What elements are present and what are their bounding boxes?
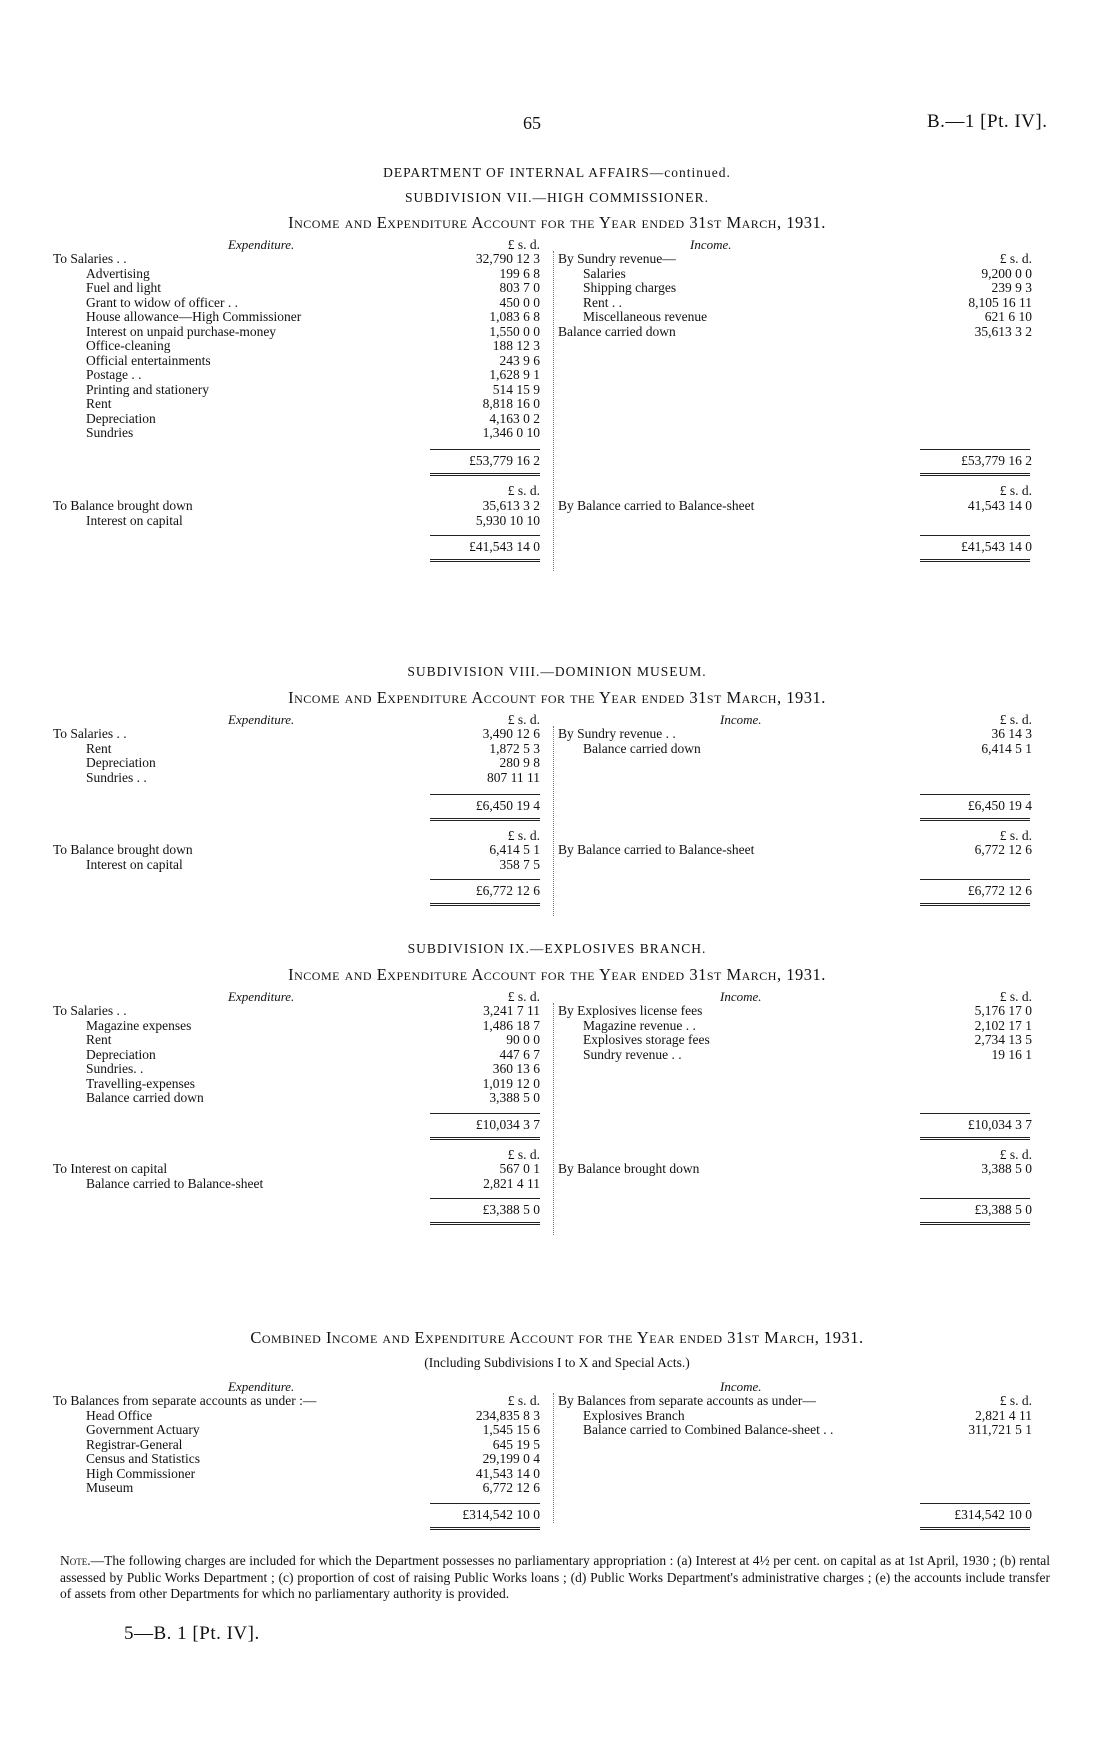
expenditure-amount: 1,346 0 10 — [482, 425, 540, 440]
expenditure-amount: 1,486 18 7 — [482, 1018, 540, 1033]
double-rule — [430, 1137, 540, 1140]
lsd-header: £ s. d. — [507, 237, 540, 252]
note-text: —The following charges are included for which the Department possesses no parliamentary appropriation : (a) Interest at 4½ per cent. on capital as at 1st April, 1930 ; (b) rental assessed by Public Works Department ; (c) proportion of cost of raising Public Works loans ; (d) Public Works Department's administrative charges ; (e) the accounts include transfer of assets from other Departments for which no parliamentary authority is provided. — [60, 1553, 1050, 1601]
income-amount: 35,613 3 2 — [974, 324, 1032, 339]
income-amount: 621 6 10 — [984, 309, 1032, 324]
double-rule — [430, 1527, 540, 1530]
rule — [430, 535, 540, 536]
income-amount: 9,200 0 0 — [981, 266, 1032, 281]
total-amount: £6,450 19 4 — [475, 798, 540, 813]
expenditure-amount: 199 6 8 — [499, 266, 540, 281]
expenditure-amount: 807 11 11 — [487, 770, 540, 785]
lsd-header: £ s. d. — [507, 712, 540, 727]
total-amount: £53,779 16 2 — [961, 453, 1032, 468]
income-label: Rent . . — [583, 295, 622, 310]
page-reference: B.—1 [Pt. IV]. — [927, 111, 1048, 132]
income-heading-line: By Sundry revenue— — [558, 251, 676, 266]
expenditure-amount: 803 7 0 — [499, 280, 540, 295]
expenditure-label: Travelling-expenses — [86, 1076, 195, 1091]
expenditure-label: Balance carried down — [86, 1090, 204, 1105]
total-amount: £3,388 5 0 — [482, 1202, 540, 1217]
subdivision-heading: SUBDIVISION VII.—HIGH COMMISSIONER. — [404, 190, 709, 205]
subdivision-heading: SUBDIVISION VIII.—DOMINION MUSEUM. — [407, 664, 707, 679]
income-amount: 2,821 4 11 — [975, 1408, 1032, 1423]
expenditure-label: Sundries. . — [86, 1061, 144, 1076]
expenditure-amount: 234,835 8 3 — [475, 1408, 540, 1423]
account-title: Income and Expenditure Account for the Year ended 31st March, 1931. — [288, 688, 826, 707]
expenditure-label: To Balance brought down — [53, 498, 193, 513]
expenditure-label: Head Office — [86, 1408, 153, 1423]
income-label: Balance carried down — [583, 741, 701, 756]
lsd-header: £ s. d. — [507, 1393, 540, 1408]
double-rule — [430, 903, 540, 906]
total-amount: £6,450 19 4 — [967, 798, 1032, 813]
rule — [920, 1503, 1030, 1504]
rule — [920, 449, 1030, 450]
double-rule — [920, 1137, 1030, 1140]
expenditure-heading: Expenditure. — [228, 1379, 295, 1394]
expenditure-amount: 280 9 8 — [499, 755, 540, 770]
total-amount: £10,034 3 7 — [967, 1117, 1032, 1132]
income-label: Explosives Branch — [583, 1408, 685, 1423]
total-amount: £6,772 12 6 — [475, 883, 540, 898]
income-amount: 2,734 13 5 — [974, 1032, 1032, 1047]
income-label: Shipping charges — [583, 280, 677, 295]
income-label: By Sundry revenue . . — [558, 726, 676, 741]
expenditure-label: Census and Statistics — [86, 1451, 200, 1466]
income-amount: 2,102 17 1 — [974, 1018, 1032, 1033]
expenditure-label: To Salaries . . — [53, 251, 127, 266]
income-heading: Income. — [720, 712, 762, 727]
income-label: Balance carried to Combined Balance-sheet . . — [583, 1422, 834, 1437]
page-number: 65 — [523, 113, 541, 133]
income-amount: 36 14 3 — [991, 726, 1032, 741]
column-divider — [553, 726, 554, 916]
income-label: By Balance carried to Balance-sheet — [558, 842, 755, 857]
double-rule — [430, 559, 540, 562]
expenditure-amount: 1,083 6 8 — [489, 309, 540, 324]
expenditure-label: Official entertainments — [86, 353, 211, 368]
expenditure-label: Printing and stationery — [86, 382, 209, 397]
expenditure-amount: 32,790 12 3 — [475, 251, 540, 266]
lsd-header: £ s. d. — [507, 989, 540, 1004]
expenditure-heading: Expenditure. — [228, 989, 295, 1004]
income-amount: 3,388 5 0 — [981, 1161, 1032, 1176]
income-label: By Balance carried to Balance-sheet — [558, 498, 755, 513]
rule — [920, 1113, 1030, 1114]
lsd-header: £ s. d. — [999, 483, 1032, 498]
rule — [430, 1198, 540, 1199]
income-label: Miscellaneous revenue — [583, 309, 708, 324]
footnote — [60, 1553, 1050, 1603]
rule — [920, 794, 1030, 795]
expenditure-label: To Salaries . . — [53, 726, 127, 741]
expenditure-amount: 35,613 3 2 — [482, 498, 540, 513]
double-rule — [920, 473, 1030, 476]
total-amount: £53,779 16 2 — [469, 453, 540, 468]
expenditure-amount: 358 7 5 — [499, 857, 540, 872]
income-heading-line: By Balances from separate accounts as under— — [558, 1393, 816, 1408]
lsd-header: £ s. d. — [999, 1147, 1032, 1162]
expenditure-label: Advertising — [86, 266, 150, 281]
income-label: By Balance brought down — [558, 1161, 700, 1176]
expenditure-amount: 645 19 5 — [492, 1437, 540, 1452]
lsd-header: £ s. d. — [999, 251, 1032, 266]
rule — [430, 449, 540, 450]
expenditure-amount: 6,772 12 6 — [482, 1480, 540, 1495]
expenditure-label: Magazine expenses — [86, 1018, 192, 1033]
expenditure-amount: 1,872 5 3 — [489, 741, 540, 756]
department-heading: DEPARTMENT OF INTERNAL AFFAIRS—continued. — [383, 165, 731, 180]
expenditure-label: Postage . . — [86, 367, 142, 382]
rule — [430, 794, 540, 795]
expenditure-amount: 29,199 0 4 — [482, 1451, 540, 1466]
expenditure-amount: 1,545 15 6 — [482, 1422, 540, 1437]
expenditure-label: Sundries . . — [86, 770, 147, 785]
expenditure-label: High Commissioner — [86, 1466, 196, 1481]
double-rule — [430, 1222, 540, 1225]
expenditure-amount: 243 9 6 — [499, 353, 540, 368]
expenditure-amount: 4,163 0 2 — [489, 411, 540, 426]
expenditure-amount: 1,550 0 0 — [489, 324, 540, 339]
expenditure-amount: 1,019 12 0 — [482, 1076, 540, 1091]
expenditure-label: To Salaries . . — [53, 1003, 127, 1018]
column-divider — [553, 251, 554, 571]
lsd-header: £ s. d. — [999, 989, 1032, 1004]
expenditure-amount: 450 0 0 — [499, 295, 540, 310]
income-heading: Income. — [720, 1379, 762, 1394]
income-label: Magazine revenue . . — [583, 1018, 696, 1033]
income-label: By Explosives license fees — [558, 1003, 703, 1018]
expenditure-amount: 3,241 7 11 — [483, 1003, 540, 1018]
expenditure-amount: 6,414 5 1 — [489, 842, 540, 857]
income-amount: 6,772 12 6 — [974, 842, 1032, 857]
expenditure-amount: 8,818 16 0 — [482, 396, 540, 411]
expenditure-amount: 3,388 5 0 — [489, 1090, 540, 1105]
income-amount: 8,105 16 11 — [968, 295, 1032, 310]
expenditure-label: Balance carried to Balance-sheet — [86, 1176, 264, 1191]
expenditure-label: Rent — [86, 1032, 112, 1047]
total-amount: £41,543 14 0 — [961, 539, 1032, 554]
rule — [920, 879, 1030, 880]
account-title: Income and Expenditure Account for the Year ended 31st March, 1931. — [288, 965, 826, 984]
expenditure-amount: 90 0 0 — [506, 1032, 540, 1047]
total-amount: £41,543 14 0 — [469, 539, 540, 554]
expenditure-amount: 41,543 14 0 — [475, 1466, 540, 1481]
income-label: Explosives storage fees — [583, 1032, 710, 1047]
expenditure-label: Interest on capital — [86, 857, 183, 872]
expenditure-label: Registrar-General — [86, 1437, 183, 1452]
double-rule — [920, 559, 1030, 562]
expenditure-label: To Balance brought down — [53, 842, 193, 857]
lsd-header: £ s. d. — [507, 828, 540, 843]
expenditure-heading: Expenditure. — [228, 712, 295, 727]
lsd-header: £ s. d. — [507, 1147, 540, 1162]
expenditure-amount: 447 6 7 — [499, 1047, 540, 1062]
expenditure-label: Rent — [86, 396, 112, 411]
total-amount: £314,542 10 0 — [462, 1507, 540, 1522]
lsd-header: £ s. d. — [999, 828, 1032, 843]
income-amount: 41,543 14 0 — [967, 498, 1032, 513]
combined-account-title: Combined Income and Expenditure Account for the Year ended 31st March, 1931. — [250, 1328, 864, 1347]
expenditure-label: Depreciation — [86, 755, 156, 770]
page-footer-reference: 5—B. 1 [Pt. IV]. — [124, 1623, 260, 1644]
income-label: Balance carried down — [558, 324, 676, 339]
income-amount: 239 9 3 — [991, 280, 1032, 295]
expenditure-amount: 567 0 1 — [499, 1161, 540, 1176]
expenditure-amount: 3,490 12 6 — [482, 726, 540, 741]
subdivision-heading: SUBDIVISION IX.—EXPLOSIVES BRANCH. — [407, 941, 707, 956]
income-amount: 5,176 17 0 — [974, 1003, 1032, 1018]
expenditure-label: Museum — [86, 1480, 134, 1495]
expenditure-amount: 2,821 4 11 — [483, 1176, 540, 1191]
expenditure-label: Grant to widow of officer . . — [86, 295, 238, 310]
expenditure-label: Sundries — [86, 425, 134, 440]
income-amount: 6,414 5 1 — [981, 741, 1032, 756]
account-title: Income and Expenditure Account for the Year ended 31st March, 1931. — [288, 213, 826, 232]
expenditure-heading: Expenditure. — [228, 237, 295, 252]
double-rule — [920, 1222, 1030, 1225]
income-amount: 311,721 5 1 — [968, 1422, 1032, 1437]
lsd-header: £ s. d. — [999, 712, 1032, 727]
rule — [430, 1503, 540, 1504]
column-divider — [553, 1003, 554, 1235]
expenditure-label: Depreciation — [86, 1047, 156, 1062]
double-rule — [430, 818, 540, 821]
expenditure-label: House allowance—High Commissioner — [86, 309, 302, 324]
expenditure-amount: 514 15 9 — [492, 382, 540, 397]
expenditure-label: Rent — [86, 741, 112, 756]
rule — [430, 879, 540, 880]
expenditure-label: Government Actuary — [86, 1422, 200, 1437]
rule — [920, 1198, 1030, 1199]
total-amount: £10,034 3 7 — [475, 1117, 540, 1132]
rule — [430, 1113, 540, 1114]
double-rule — [920, 1527, 1030, 1530]
expenditure-label: Office-cleaning — [86, 338, 171, 353]
income-label: Sundry revenue . . — [583, 1047, 682, 1062]
income-heading: Income. — [720, 989, 762, 1004]
expenditure-heading-line: To Balances from separate accounts as under :— — [53, 1393, 317, 1408]
income-heading: Income. — [690, 237, 732, 252]
expenditure-label: Interest on unpaid purchase-money — [86, 324, 277, 339]
expenditure-amount: 5,930 10 10 — [475, 513, 540, 528]
total-amount: £314,542 10 0 — [954, 1507, 1032, 1522]
income-label: Salaries — [583, 266, 626, 281]
lsd-header: £ s. d. — [507, 483, 540, 498]
expenditure-amount: 360 13 6 — [492, 1061, 540, 1076]
note-lead: Note. — [60, 1553, 91, 1568]
expenditure-amount: 188 12 3 — [492, 338, 540, 353]
total-amount: £3,388 5 0 — [974, 1202, 1032, 1217]
combined-subtitle: (Including Subdivisions I to X and Special Acts.) — [424, 1355, 690, 1370]
column-divider — [553, 1393, 554, 1523]
expenditure-label: To Interest on capital — [53, 1161, 168, 1176]
double-rule — [920, 818, 1030, 821]
expenditure-amount: 1,628 9 1 — [489, 367, 540, 382]
expenditure-label: Fuel and light — [86, 280, 161, 295]
expenditure-label: Depreciation — [86, 411, 156, 426]
double-rule — [920, 903, 1030, 906]
double-rule — [430, 473, 540, 476]
lsd-header: £ s. d. — [999, 1393, 1032, 1408]
total-amount: £6,772 12 6 — [967, 883, 1032, 898]
rule — [920, 535, 1030, 536]
expenditure-label: Interest on capital — [86, 513, 183, 528]
income-amount: 19 16 1 — [991, 1047, 1032, 1062]
